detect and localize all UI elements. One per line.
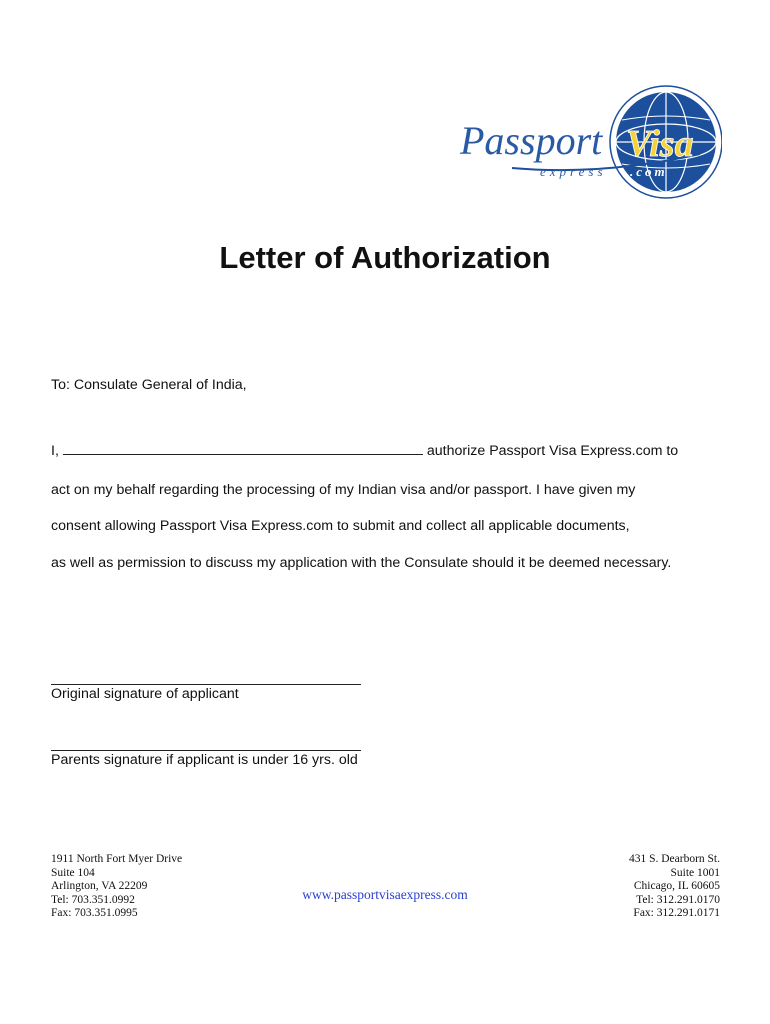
- parent-signature-line[interactable]: [51, 750, 361, 751]
- line1-prefix: I,: [51, 443, 59, 459]
- phone-line: Tel: 312.291.0170: [636, 893, 720, 906]
- applicant-signature-line[interactable]: [51, 684, 361, 685]
- logo-word-express: express: [540, 164, 607, 179]
- fax-line: Fax: 703.351.0995: [51, 907, 138, 920]
- applicant-signature-label: Original signature of applicant: [51, 686, 239, 702]
- phone-line: Tel: 703.351.0992: [51, 893, 135, 906]
- logo-word-com: .com: [630, 164, 668, 179]
- line1-suffix: authorize Passport Visa Express.com to: [426, 443, 679, 459]
- website-link[interactable]: www.passportvisaexpress.com: [302, 887, 468, 902]
- authorization-line-4: as well as permission to discuss my application with the Consulate should it be deemed necessary.: [51, 555, 672, 571]
- authorization-line-3: consent allowing Passport Visa Express.com to submit and collect all applicable documents,: [51, 518, 630, 534]
- page-title: Letter of Authorization: [219, 240, 551, 275]
- logo-word-visa: Visa: [626, 123, 694, 165]
- address-line: Arlington, VA 22209: [51, 880, 148, 893]
- logo-word-passport: Passport: [460, 118, 603, 163]
- fax-line: Fax: 312.291.0171: [633, 907, 720, 920]
- address-line: Suite 1001: [670, 866, 720, 879]
- applicant-name-blank[interactable]: [63, 442, 423, 455]
- company-logo: [452, 84, 722, 202]
- authorization-line-1: [51, 442, 678, 459]
- chicago-office-address: [629, 853, 720, 921]
- address-line: Suite 104: [51, 866, 95, 879]
- globe-logo-graphic: [452, 84, 722, 202]
- address-line: Chicago, IL 60605: [633, 880, 720, 893]
- recipient-line: To: Consulate General of India,: [51, 377, 247, 393]
- authorization-line-2: act on my behalf regarding the processing of my Indian visa and/or passport. I have given my: [51, 482, 636, 498]
- parent-signature-label: Parents signature if applicant is under 16 yrs. old: [51, 752, 358, 768]
- address-line: 431 S. Dearborn St.: [628, 853, 720, 865]
- address-line: 1911 North Fort Myer Drive: [51, 853, 183, 865]
